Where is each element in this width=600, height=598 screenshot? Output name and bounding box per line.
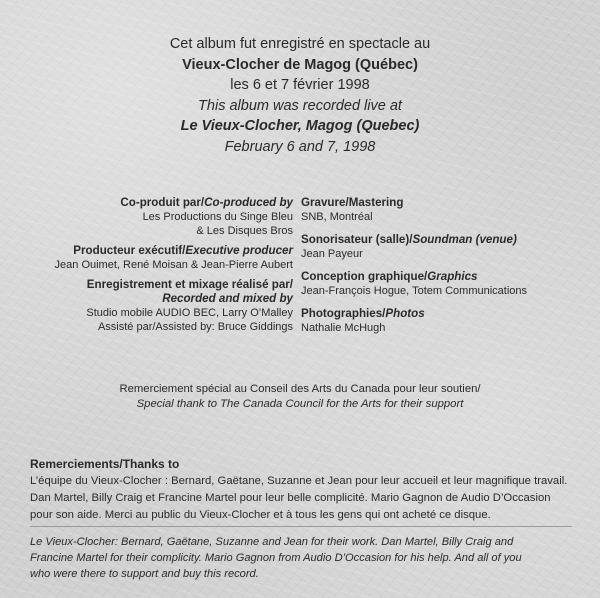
credit-name: Jean Ouimet, René Moisan & Jean-Pierre Aubert [54,259,293,271]
thanks-title: Remerciements/Thanks to [30,457,180,471]
credit-soundman [301,233,591,261]
special-thanks-en: Special thank to The Canada Council for the Arts for their support [136,398,464,410]
recording-info [0,34,600,157]
thanks-fr-line: pour son aide. Merci au public du Vieux-Clocher et à tous les gens qui ont acheté ce disque. [30,509,491,521]
fr-intro-line: Cet album fut enregistré en spectacle au [169,36,431,52]
credit-graphics [301,270,591,298]
thanks-fr-line: L’équipe du Vieux-Clocher : Bernard, Gaëtane, Suzanne et Jean pour leur accueil et leur magnifique travail. [30,475,568,487]
divider [30,526,572,527]
credit-name: Jean-François Hogue, Totem Communications [301,285,528,297]
credit-name: Les Productions du Singe Bleu [142,211,293,223]
credit-name: Assisté par/Assisted by: Bruce Giddings [97,321,293,333]
en-dates: February 6 and 7, 1998 [224,138,376,155]
credit-title: Gravure/Mastering [301,196,404,209]
en-intro-line: This album was recorded live at [198,97,402,114]
credit-name: Nathalie McHugh [301,322,386,334]
credit-title: Producteur exécutif/Executive producer [73,244,293,257]
credit-executive-producer [0,244,293,272]
special-thanks [0,382,600,412]
credit-title-en: Recorded and mixed by [162,292,293,305]
en-venue: Le Vieux-Clocher, Magog (Quebec) [180,118,420,134]
credits-right-column [301,196,591,341]
thanks-en-line: who were there to support and buy this record. [30,568,259,580]
credit-title: Sonorisateur (salle)/Soundman (venue) [301,233,517,246]
credit-name: SNB, Montréal [301,211,373,223]
credit-title: Photographies/Photos [301,307,425,320]
thanks-fr-line: Dan Martel, Billy Craig et Francine Martel pour leur belle complicité. Mario Gagnon de Audio D’Occasion [30,492,551,504]
fr-venue: Vieux-Clocher de Magog (Québec) [182,56,418,73]
thanks-en-line: Le Vieux-Clocher: Bernard, Gaëtane, Suzanne and Jean for their work. Dan Martel, Billy Craig and [30,536,514,548]
special-thanks-fr: Remerciement spécial au Conseil des Arts du Canada pour leur soutien/ [119,383,481,395]
fr-dates: les 6 et 7 février 1998 [230,77,370,93]
credit-title: Co-produit par/Co-produced by [120,196,293,209]
thanks-section [30,456,590,524]
credit-name: & Les Disques Bros [196,225,293,237]
credit-mastering [301,196,591,224]
credits-left-column [0,196,293,340]
credit-coproducer [0,196,293,238]
credit-title: Enregistrement et mixage réalisé par/ [86,278,293,291]
credit-recording [0,278,293,334]
credit-title: Conception graphique/Graphics [301,270,478,283]
thanks-en-line: Francine Martel for their complicity. Mario Gagnon from Audio D’Occasion for his help. And all of you [30,552,522,564]
credit-photos [301,307,591,335]
credit-name: Studio mobile AUDIO BEC, Larry O’Malley [86,307,293,319]
credit-name: Jean Payeur [301,248,363,260]
thanks-en [30,534,575,582]
